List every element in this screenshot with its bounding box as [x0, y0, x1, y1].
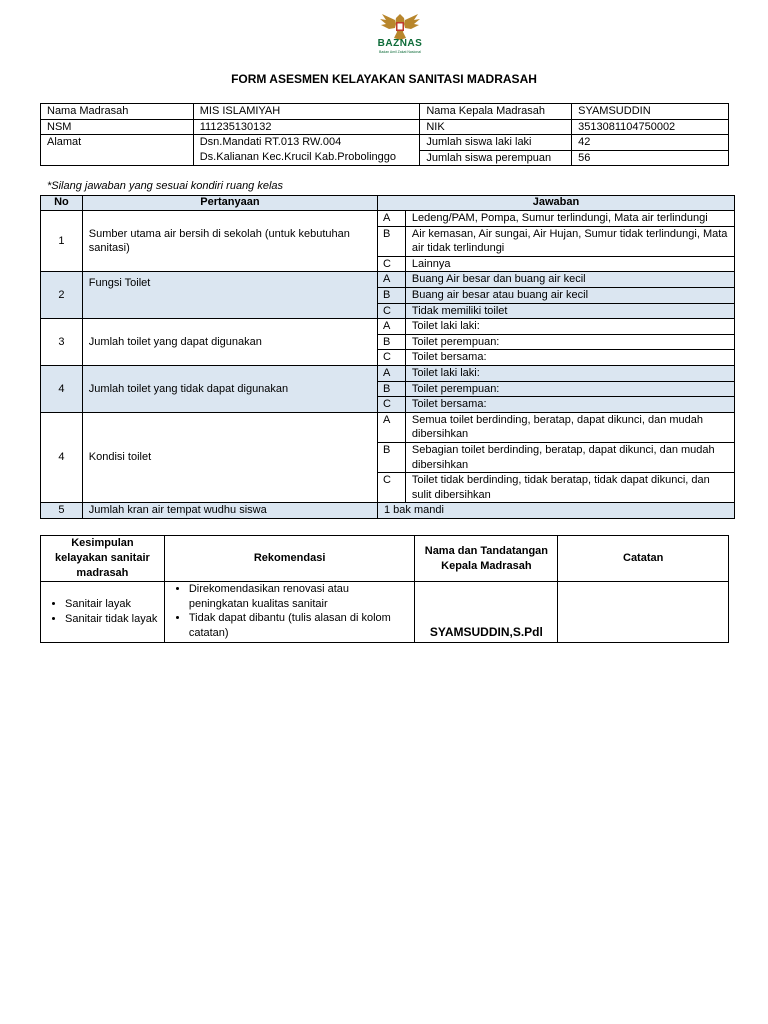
kesimpulan-cell — [41, 582, 165, 643]
option-text[interactable]: Toilet perempuan: — [405, 334, 734, 350]
question-number: 4 — [41, 412, 83, 503]
table-row — [41, 211, 735, 227]
option-text[interactable]: Toilet bersama: — [405, 397, 734, 413]
answer-text[interactable]: 1 bak mandi — [378, 503, 735, 519]
rekomendasi-cell — [164, 582, 415, 643]
option-text[interactable]: Toilet laki laki: — [405, 319, 734, 335]
list-item[interactable]: • Sanitair layak — [65, 597, 160, 612]
conclusion-header-row — [41, 536, 729, 582]
siswa-perempuan-value[interactable]: 56 — [572, 150, 729, 166]
question-number: 3 — [41, 319, 83, 366]
option-text[interactable]: Lainnya — [405, 256, 734, 272]
option-letter[interactable]: B — [378, 381, 406, 397]
header-jawaban: Jawaban — [378, 196, 735, 211]
question-text: Sumber utama air bersih di sekolah (untuk kebutuhan sanitasi) — [82, 211, 377, 272]
option-text[interactable]: Ledeng/PAM, Pompa, Sumur terlindungi, Mata air terlindungi — [405, 211, 734, 227]
option-letter[interactable]: C — [378, 350, 406, 366]
questions-header-row — [41, 196, 735, 211]
option-letter[interactable]: B — [378, 287, 406, 303]
signatory-name: SYAMSUDDIN,S.Pdl — [415, 582, 558, 643]
nama-kepala-label: Nama Kepala Madrasah — [420, 104, 572, 120]
option-text[interactable]: Toilet perempuan: — [405, 381, 734, 397]
table-row — [41, 365, 735, 381]
list-item[interactable]: • Tidak dapat dibantu (tulis alasan di kolom catatan) — [189, 611, 411, 640]
option-letter[interactable]: B — [378, 442, 406, 472]
catatan-cell[interactable] — [558, 582, 729, 643]
header-nama-ttd: Nama dan Tandatangan Kepala Madrasah — [415, 536, 558, 582]
nik-label: NIK — [420, 119, 572, 135]
nsm-value[interactable]: 111235130132 — [193, 119, 420, 135]
table-row — [41, 272, 735, 288]
question-text: Kondisi toilet — [82, 412, 377, 503]
header-catatan: Catatan — [558, 536, 729, 582]
logo-tagline: Badan Amil Zakat Nasional — [378, 50, 422, 54]
option-text[interactable]: Air kemasan, Air sungai, Air Hujan, Sumur tidak terlindungi, Mata air tidak terlindungi — [405, 226, 734, 256]
conclusion-table — [40, 535, 729, 643]
rekomendasi-list — [169, 582, 411, 640]
option-letter[interactable]: A — [378, 272, 406, 288]
table-row — [41, 412, 735, 442]
nsm-label: NSM — [41, 119, 194, 135]
option-letter[interactable]: A — [378, 412, 406, 442]
header-no: No — [41, 196, 83, 211]
nama-madrasah-value[interactable]: MIS ISLAMIYAH — [193, 104, 420, 120]
option-letter[interactable]: C — [378, 256, 406, 272]
question-number: 5 — [41, 503, 83, 519]
instruction-note: *Silang jawaban yang sesuai kondiri ruang kelas — [47, 180, 284, 192]
identity-table — [40, 103, 729, 166]
option-letter[interactable]: A — [378, 365, 406, 381]
identity-row — [41, 135, 729, 151]
siswa-perempuan-label: Jumlah siswa perempuan — [420, 150, 572, 166]
option-letter[interactable]: A — [378, 319, 406, 335]
header-pertanyaan: Pertanyaan — [82, 196, 377, 211]
question-text: Jumlah toilet yang tidak dapat digunakan — [82, 365, 377, 412]
option-text[interactable]: Toilet laki laki: — [405, 365, 734, 381]
question-number: 2 — [41, 272, 83, 319]
kesimpulan-list — [45, 597, 160, 626]
table-row — [41, 319, 735, 335]
question-text: Jumlah kran air tempat wudhu siswa — [82, 503, 377, 519]
option-letter[interactable]: B — [378, 226, 406, 256]
option-text[interactable]: Toilet bersama: — [405, 350, 734, 366]
option-text[interactable]: Semua toilet berdinding, beratap, dapat dikunci, dan mudah dibersihkan — [405, 412, 734, 442]
question-number: 1 — [41, 211, 83, 272]
logo-wordmark: BAZNAS — [377, 38, 423, 49]
option-text[interactable]: Tidak memiliki toilet — [405, 303, 734, 319]
identity-row — [41, 104, 729, 120]
header-rekomendasi: Rekomendasi — [164, 536, 415, 582]
alamat-value[interactable] — [193, 135, 420, 166]
option-letter[interactable]: C — [378, 397, 406, 413]
questions-table — [40, 195, 735, 519]
nama-kepala-value[interactable]: SYAMSUDDIN — [572, 104, 729, 120]
table-row — [41, 503, 735, 519]
list-item[interactable]: • Direkomendasikan renovasi atau peningkatan kualitas sanitair — [189, 582, 411, 611]
siswa-laki-value[interactable]: 42 — [572, 135, 729, 151]
question-text: Fungsi Toilet — [82, 272, 377, 319]
siswa-laki-label: Jumlah siswa laki laki — [420, 135, 572, 151]
form-title: FORM ASESMEN KELAYAKAN SANITASI MADRASAH — [231, 72, 537, 86]
nama-madrasah-label: Nama Madrasah — [41, 104, 194, 120]
option-text[interactable]: Buang Air besar dan buang air kecil — [405, 272, 734, 288]
alamat-line-2: Ds.Kalianan Kec.Krucil Kab.Probolinggo — [199, 150, 397, 163]
question-number: 4 — [41, 365, 83, 412]
question-text: Jumlah toilet yang dapat digunakan — [82, 319, 377, 366]
header-kesimpulan: Kesimpulan kelayakan sanitair madrasah — [41, 536, 165, 582]
option-letter[interactable]: C — [378, 473, 406, 503]
alamat-line-1: Dsn.Mandati RT.013 RW.004 — [199, 136, 342, 149]
option-text[interactable]: Buang air besar atau buang air kecil — [405, 287, 734, 303]
identity-row — [41, 119, 729, 135]
option-letter[interactable]: C — [378, 303, 406, 319]
alamat-label: Alamat — [41, 135, 194, 166]
list-item[interactable]: • Sanitair tidak layak — [65, 612, 160, 627]
option-text[interactable]: Sebagian toilet berdinding, beratap, dapat dikunci, dan mudah dibersihkan — [405, 442, 734, 472]
option-letter[interactable]: B — [378, 334, 406, 350]
nik-value[interactable]: 3513081104750002 — [572, 119, 729, 135]
option-letter[interactable]: A — [378, 211, 406, 227]
conclusion-row — [41, 582, 729, 643]
option-text[interactable]: Toilet tidak berdinding, tidak beratap, tidak dapat dikunci, dan sulit dibersihkan — [405, 473, 734, 503]
